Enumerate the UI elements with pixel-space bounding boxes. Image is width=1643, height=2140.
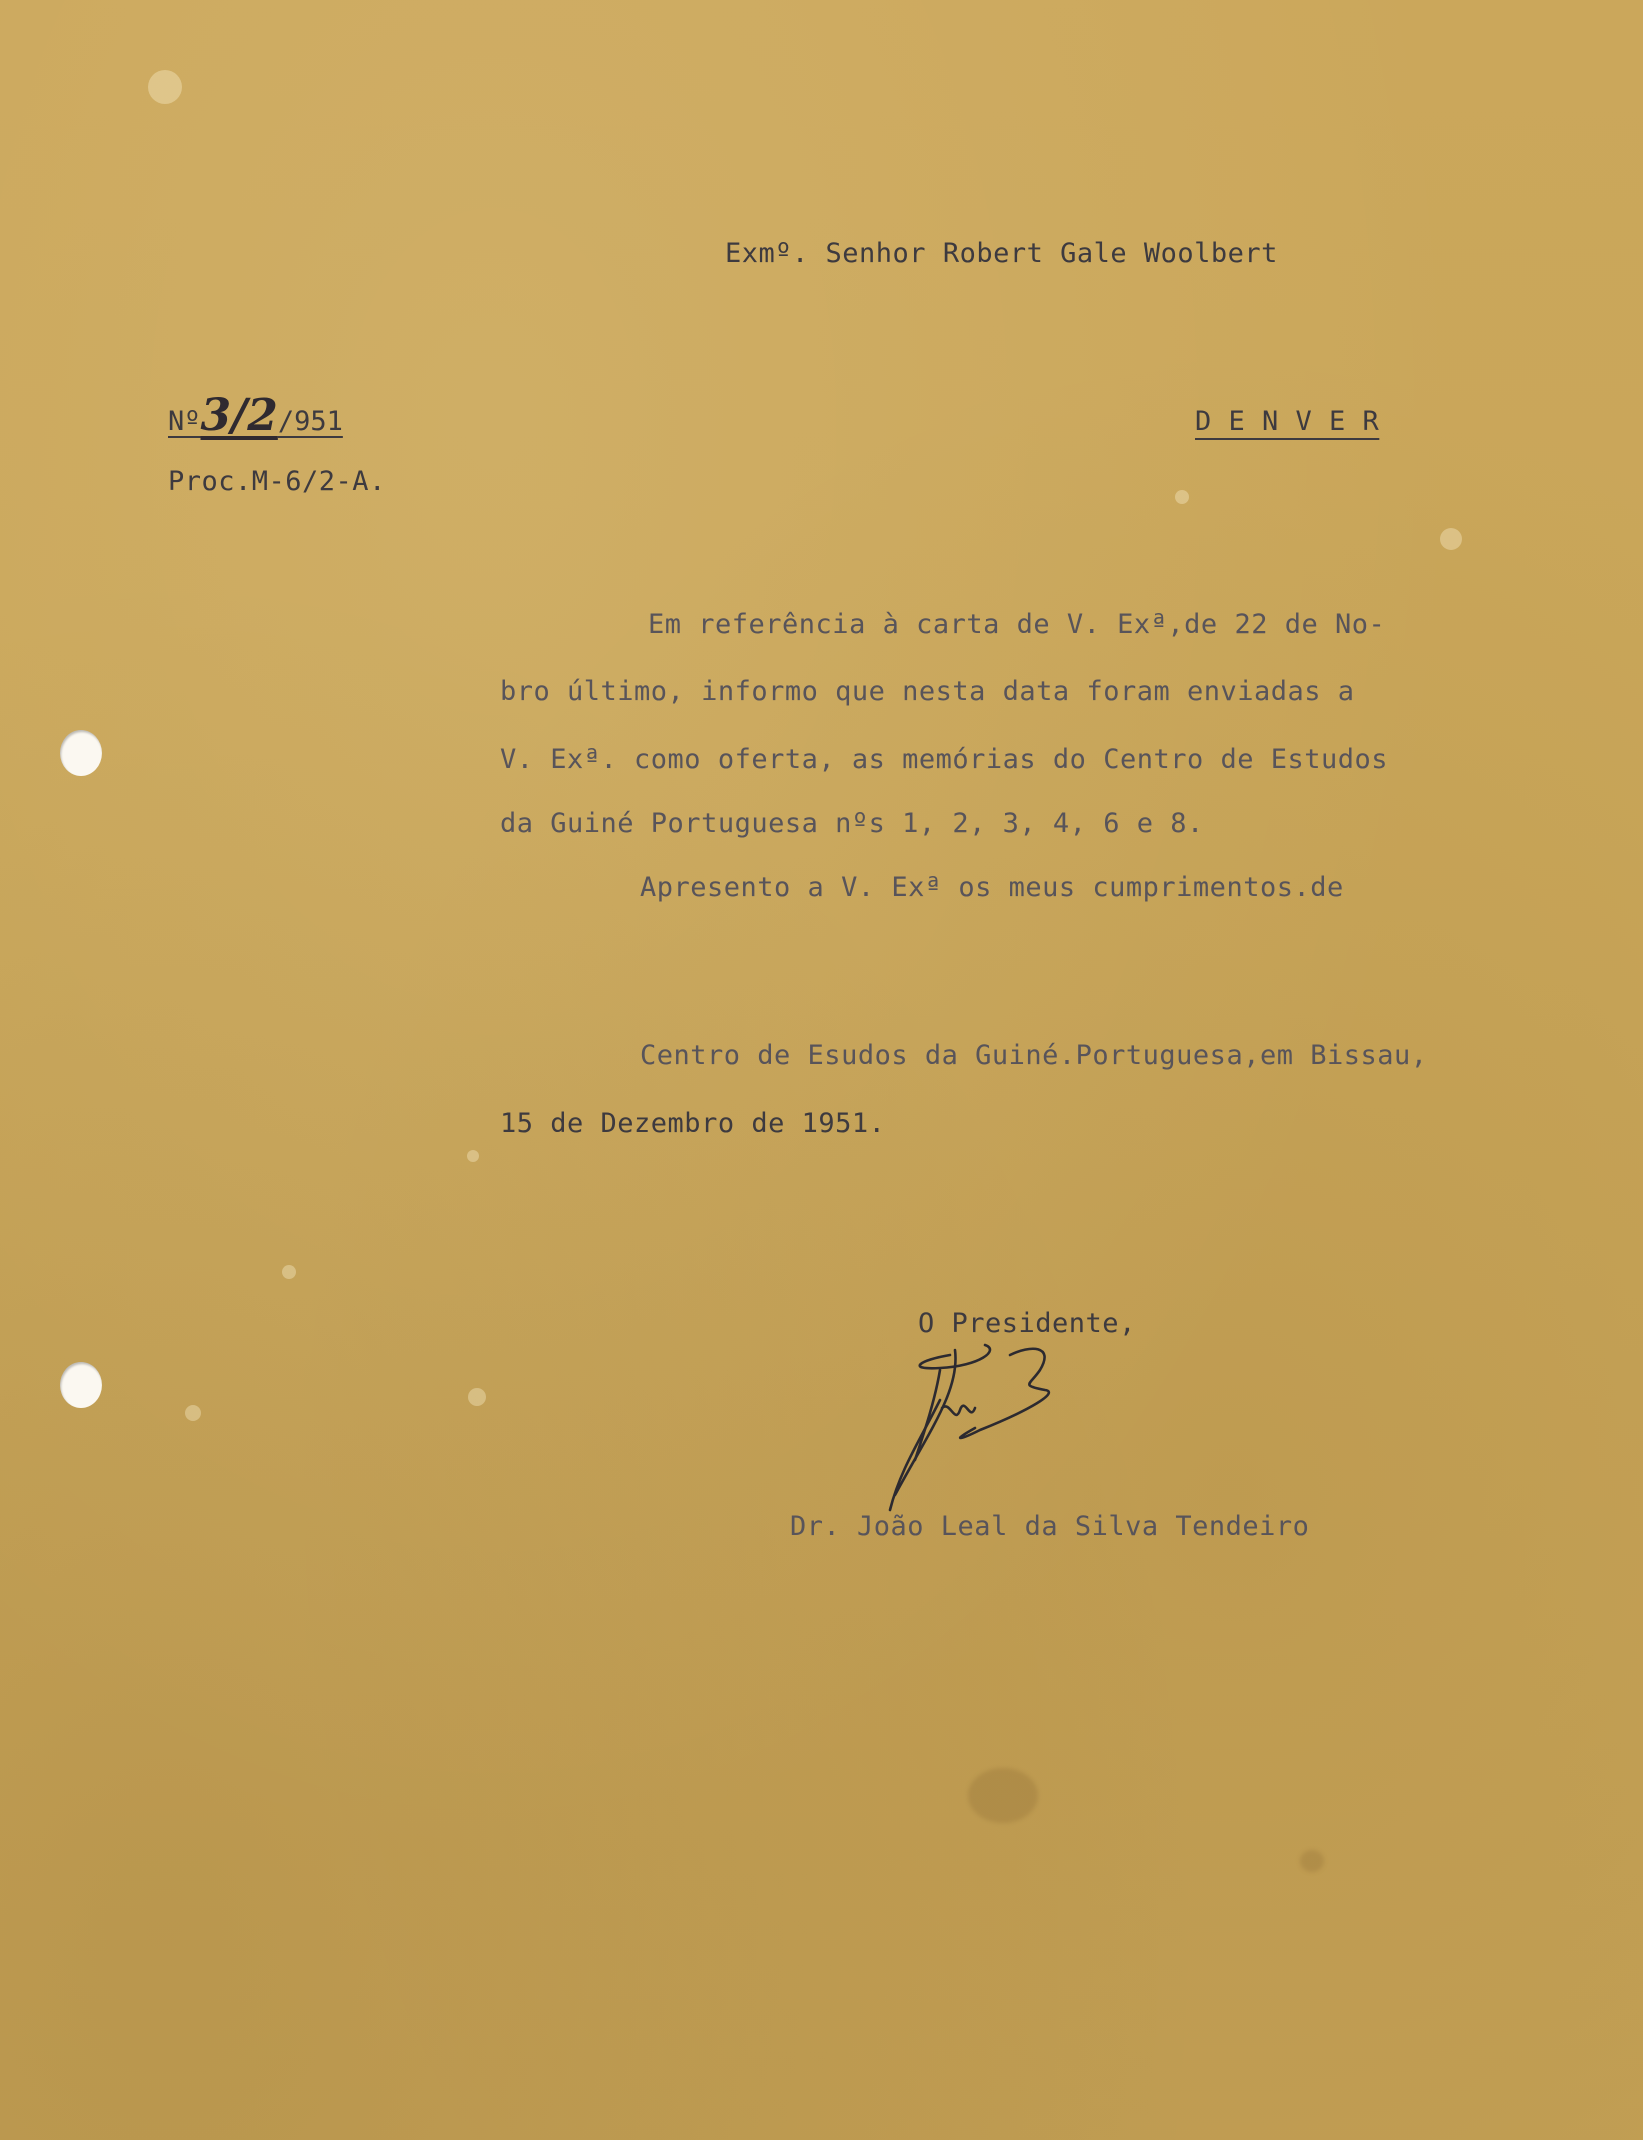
punch-hole-lower [60,1362,102,1408]
paper-spot [185,1405,201,1421]
city-heading: D E N V E R [1195,406,1380,437]
paper-spot [468,1388,486,1406]
paper-spot [1440,528,1462,550]
body-line-5: Apresento a V. Exª os meus cumprimentos.de [640,872,1344,903]
paper-stain [1300,1850,1324,1872]
body-line-2: bro último, informo que nesta data foram enviadas a [500,676,1355,707]
body-line-3: V. Exª. como oferta, as memórias do Centro de Estudos [500,744,1389,775]
closing-title: O Presidente, [918,1308,1136,1339]
paper-spot [1175,490,1189,504]
process-number: Proc.M-6/2-A. [168,466,386,497]
body-line-4: da Guiné Portuguesa nºs 1, 2, 3, 4, 6 e 8. [500,808,1204,839]
paper-spot [467,1150,479,1162]
date-line: 15 de Dezembro de 1951. [500,1108,886,1139]
paper-spot [148,70,182,104]
reference-number [168,390,343,441]
paper-spot [282,1265,296,1279]
addressee-line: Exmº. Senhor Robert Gale Woolbert [725,238,1278,269]
punch-hole-upper [60,730,102,776]
reference-handwritten-number: 3/2 [200,390,278,441]
reference-prefix: Nº [168,406,201,437]
handwritten-signature [880,1330,1180,1530]
signatory-name: Dr. João Leal da Silva Tendeiro [790,1511,1310,1542]
body-line-1: Em referência à carta de V. Exª,de 22 de No- [648,609,1386,640]
paper-stain [968,1768,1038,1823]
reference-year: /951 [277,406,343,437]
place-line: Centro de Esudos da Guiné.Portuguesa,em Bissau, [640,1040,1428,1071]
